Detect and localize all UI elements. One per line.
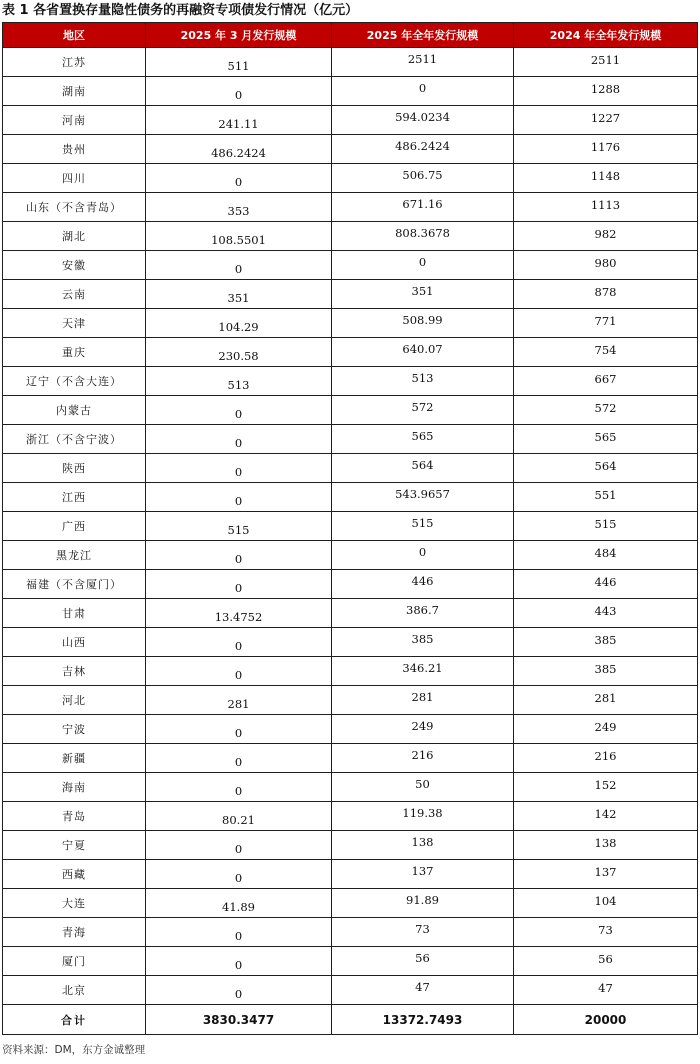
full-year-2025-cell: 0 xyxy=(332,77,514,106)
table-row xyxy=(3,628,698,657)
full-year-2024-cell: 73 xyxy=(514,918,698,947)
march-2025-cell: 0 xyxy=(146,947,332,976)
march-2025-cell: 0 xyxy=(146,744,332,773)
table-row xyxy=(3,222,698,251)
full-year-2025-cell: 513 xyxy=(332,367,514,396)
march-2025-cell: 0 xyxy=(146,831,332,860)
table-row xyxy=(3,744,698,773)
march-2025-cell: 513 xyxy=(146,367,332,396)
full-year-2025-cell: 446 xyxy=(332,570,514,599)
region-cell: 广西 xyxy=(3,512,146,541)
full-year-2025-cell: 506.75 xyxy=(332,164,514,193)
full-year-2024-cell: 1288 xyxy=(514,77,698,106)
full-year-2025-cell: 0 xyxy=(332,251,514,280)
full-year-2025-cell: 119.38 xyxy=(332,802,514,831)
full-year-2025-cell: 351 xyxy=(332,280,514,309)
region-cell: 内蒙古 xyxy=(3,396,146,425)
region-cell: 宁夏 xyxy=(3,831,146,860)
table-row xyxy=(3,164,698,193)
region-cell: 宁波 xyxy=(3,715,146,744)
issuance-table xyxy=(2,22,698,1035)
table-row xyxy=(3,483,698,512)
region-cell: 海南 xyxy=(3,773,146,802)
region-cell: 厦门 xyxy=(3,947,146,976)
table-row xyxy=(3,280,698,309)
region-cell: 湖北 xyxy=(3,222,146,251)
table-row xyxy=(3,918,698,947)
table-row xyxy=(3,309,698,338)
region-cell: 青岛 xyxy=(3,802,146,831)
full-year-2025-cell: 572 xyxy=(332,396,514,425)
full-year-2025-cell: 671.16 xyxy=(332,193,514,222)
full-year-2025-cell: 73 xyxy=(332,918,514,947)
table-row xyxy=(3,251,698,280)
full-year-2024-cell: 1148 xyxy=(514,164,698,193)
full-year-2024-cell: 1113 xyxy=(514,193,698,222)
table-row xyxy=(3,570,698,599)
region-cell: 陕西 xyxy=(3,454,146,483)
march-2025-cell: 230.58 xyxy=(146,338,332,367)
march-2025-cell: 0 xyxy=(146,541,332,570)
march-2025-cell: 0 xyxy=(146,628,332,657)
full-year-2024-cell: 56 xyxy=(514,947,698,976)
march-2025-cell: 0 xyxy=(146,77,332,106)
full-year-2024-cell: 572 xyxy=(514,396,698,425)
full-year-2025-cell: 2511 xyxy=(332,48,514,77)
table-row xyxy=(3,976,698,1005)
march-2025-cell: 13.4752 xyxy=(146,599,332,628)
full-year-2024-cell: 551 xyxy=(514,483,698,512)
table-row xyxy=(3,889,698,918)
region-cell: 黑龙江 xyxy=(3,541,146,570)
region-cell: 贵州 xyxy=(3,135,146,164)
region-cell: 山西 xyxy=(3,628,146,657)
region-cell: 北京 xyxy=(3,976,146,1005)
full-year-2025-cell: 565 xyxy=(332,425,514,454)
table-row xyxy=(3,773,698,802)
source-note: 资料来源：DM，东方金诚整理 xyxy=(2,1044,146,1056)
full-year-2025-cell: 385 xyxy=(332,628,514,657)
table-row xyxy=(3,512,698,541)
full-year-2025-cell: 346.21 xyxy=(332,657,514,686)
table-row xyxy=(3,715,698,744)
full-year-2025-cell: 138 xyxy=(332,831,514,860)
full-year-2025-cell: 281 xyxy=(332,686,514,715)
full-year-2024-cell: 754 xyxy=(514,338,698,367)
region-cell: 吉林 xyxy=(3,657,146,686)
full-year-2024-cell: 138 xyxy=(514,831,698,860)
full-year-2025-cell: 594.0234 xyxy=(332,106,514,135)
region-cell: 山东（不含青岛） xyxy=(3,193,146,222)
march-2025-cell: 0 xyxy=(146,251,332,280)
full-year-2025-cell: 50 xyxy=(332,773,514,802)
full-year-2024-cell: 281 xyxy=(514,686,698,715)
region-cell: 浙江（不含宁波） xyxy=(3,425,146,454)
full-year-2025-cell: 47 xyxy=(332,976,514,1005)
region-cell: 新疆 xyxy=(3,744,146,773)
region-cell: 河南 xyxy=(3,106,146,135)
full-year-2024-cell: 484 xyxy=(514,541,698,570)
march-2025-cell: 0 xyxy=(146,570,332,599)
full-year-2024-cell: 982 xyxy=(514,222,698,251)
march-2025-cell: 108.5501 xyxy=(146,222,332,251)
full-year-2024-cell: 385 xyxy=(514,628,698,657)
table-row xyxy=(3,454,698,483)
march-2025-cell: 0 xyxy=(146,483,332,512)
full-year-2024-cell: 446 xyxy=(514,570,698,599)
march-2025-cell: 0 xyxy=(146,454,332,483)
march-2025-cell: 0 xyxy=(146,657,332,686)
full-year-2024-cell: 667 xyxy=(514,367,698,396)
region-cell: 青海 xyxy=(3,918,146,947)
march-2025-cell: 241.11 xyxy=(146,106,332,135)
march-2025-cell: 41.89 xyxy=(146,889,332,918)
march-2025-cell: 486.2424 xyxy=(146,135,332,164)
march-2025-cell: 104.29 xyxy=(146,309,332,338)
total-2024-full-year: 20000 xyxy=(514,1005,698,1035)
table-row xyxy=(3,48,698,77)
region-cell: 江西 xyxy=(3,483,146,512)
table-title: 表 1 各省置换存量隐性债务的再融资专项债发行情况（亿元） xyxy=(2,3,359,18)
full-year-2024-cell: 2511 xyxy=(514,48,698,77)
full-year-2025-cell: 137 xyxy=(332,860,514,889)
full-year-2024-cell: 249 xyxy=(514,715,698,744)
region-cell: 云南 xyxy=(3,280,146,309)
march-2025-cell: 0 xyxy=(146,715,332,744)
full-year-2024-cell: 1176 xyxy=(514,135,698,164)
full-year-2024-cell: 104 xyxy=(514,889,698,918)
region-cell: 西藏 xyxy=(3,860,146,889)
march-2025-cell: 0 xyxy=(146,425,332,454)
table-row xyxy=(3,106,698,135)
region-cell: 河北 xyxy=(3,686,146,715)
table-row xyxy=(3,947,698,976)
total-label: 合计 xyxy=(3,1005,146,1035)
full-year-2025-cell: 640.07 xyxy=(332,338,514,367)
full-year-2025-cell: 515 xyxy=(332,512,514,541)
march-2025-cell: 0 xyxy=(146,860,332,889)
march-2025-cell: 0 xyxy=(146,396,332,425)
table-row xyxy=(3,425,698,454)
full-year-2025-cell: 91.89 xyxy=(332,889,514,918)
full-year-2024-cell: 152 xyxy=(514,773,698,802)
march-2025-cell: 511 xyxy=(146,48,332,77)
region-cell: 甘肃 xyxy=(3,599,146,628)
header-region: 地区 xyxy=(3,23,146,48)
full-year-2025-cell: 216 xyxy=(332,744,514,773)
full-year-2025-cell: 543.9657 xyxy=(332,483,514,512)
header-2025-full-year: 2025 年全年发行规模 xyxy=(332,23,514,48)
full-year-2024-cell: 565 xyxy=(514,425,698,454)
table-row xyxy=(3,686,698,715)
table-row xyxy=(3,541,698,570)
region-cell: 辽宁（不含大连） xyxy=(3,367,146,396)
table-row xyxy=(3,657,698,686)
table-row xyxy=(3,802,698,831)
march-2025-cell: 0 xyxy=(146,976,332,1005)
march-2025-cell: 351 xyxy=(146,280,332,309)
full-year-2024-cell: 443 xyxy=(514,599,698,628)
march-2025-cell: 0 xyxy=(146,773,332,802)
full-year-2024-cell: 771 xyxy=(514,309,698,338)
table-row xyxy=(3,396,698,425)
region-cell: 安徽 xyxy=(3,251,146,280)
region-cell: 湖南 xyxy=(3,77,146,106)
march-2025-cell: 281 xyxy=(146,686,332,715)
total-2025-full-year: 13372.7493 xyxy=(332,1005,514,1035)
full-year-2025-cell: 564 xyxy=(332,454,514,483)
full-year-2024-cell: 980 xyxy=(514,251,698,280)
full-year-2025-cell: 0 xyxy=(332,541,514,570)
full-year-2024-cell: 1227 xyxy=(514,106,698,135)
table-row xyxy=(3,135,698,164)
table-body xyxy=(3,48,698,1005)
march-2025-cell: 515 xyxy=(146,512,332,541)
total-2025-march: 3830.3477 xyxy=(146,1005,332,1035)
total-row xyxy=(3,1005,698,1035)
table-header-row xyxy=(3,23,698,48)
region-cell: 江苏 xyxy=(3,48,146,77)
full-year-2025-cell: 386.7 xyxy=(332,599,514,628)
full-year-2024-cell: 515 xyxy=(514,512,698,541)
full-year-2025-cell: 486.2424 xyxy=(332,135,514,164)
full-year-2024-cell: 137 xyxy=(514,860,698,889)
march-2025-cell: 0 xyxy=(146,164,332,193)
full-year-2024-cell: 142 xyxy=(514,802,698,831)
header-2025-march: 2025 年 3 月发行规模 xyxy=(146,23,332,48)
full-year-2024-cell: 878 xyxy=(514,280,698,309)
full-year-2024-cell: 564 xyxy=(514,454,698,483)
full-year-2025-cell: 508.99 xyxy=(332,309,514,338)
table-row xyxy=(3,77,698,106)
full-year-2024-cell: 47 xyxy=(514,976,698,1005)
full-year-2024-cell: 216 xyxy=(514,744,698,773)
march-2025-cell: 80.21 xyxy=(146,802,332,831)
region-cell: 重庆 xyxy=(3,338,146,367)
region-cell: 福建（不含厦门） xyxy=(3,570,146,599)
table-row xyxy=(3,599,698,628)
region-cell: 大连 xyxy=(3,889,146,918)
full-year-2025-cell: 808.3678 xyxy=(332,222,514,251)
table-row xyxy=(3,831,698,860)
march-2025-cell: 353 xyxy=(146,193,332,222)
march-2025-cell: 0 xyxy=(146,918,332,947)
table-row xyxy=(3,367,698,396)
region-cell: 四川 xyxy=(3,164,146,193)
full-year-2025-cell: 249 xyxy=(332,715,514,744)
table-row xyxy=(3,193,698,222)
region-cell: 天津 xyxy=(3,309,146,338)
full-year-2025-cell: 56 xyxy=(332,947,514,976)
full-year-2024-cell: 385 xyxy=(514,657,698,686)
table-row xyxy=(3,338,698,367)
table-row xyxy=(3,860,698,889)
header-2024-full-year: 2024 年全年发行规模 xyxy=(514,23,698,48)
